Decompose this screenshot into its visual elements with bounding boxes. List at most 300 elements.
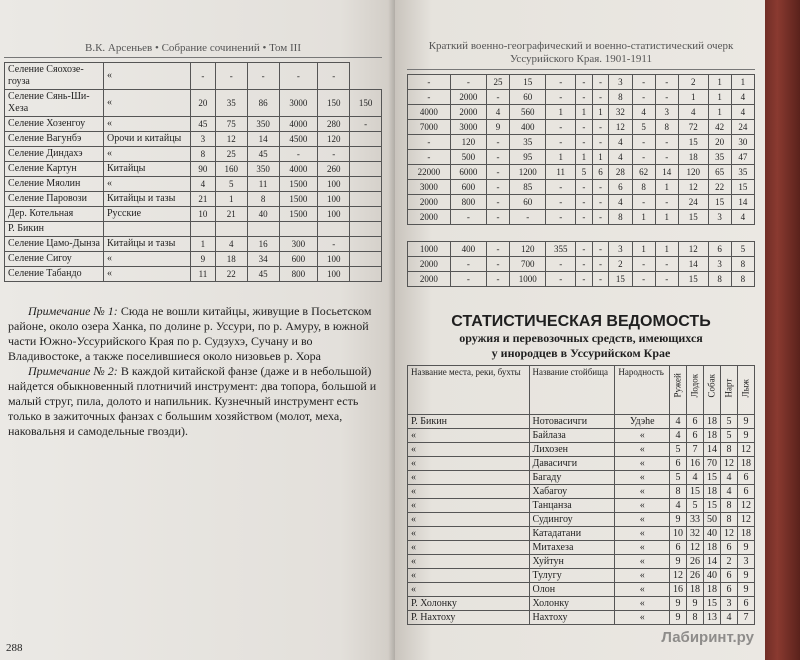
numbers-row xyxy=(408,210,755,225)
settlement-row xyxy=(5,132,382,147)
settlement-row xyxy=(5,222,382,237)
numbers-cell: 15 xyxy=(731,180,754,195)
numbers-row xyxy=(408,242,755,257)
settlement-value xyxy=(215,222,247,237)
numbers-cell: 25 xyxy=(486,75,509,90)
camp-value: 40 xyxy=(704,569,721,583)
settlement-value: 90 xyxy=(191,162,216,177)
settlement-value xyxy=(350,252,382,267)
settlement-value: 10 xyxy=(191,207,216,222)
settlement-people: « xyxy=(104,90,191,117)
settlement-value: 21 xyxy=(215,207,247,222)
settlement-value: 120 xyxy=(318,132,350,147)
camp-nation: « xyxy=(615,513,670,527)
camp-name: Нахтоху xyxy=(529,611,615,625)
camp-value: 4 xyxy=(721,611,738,625)
numbers-cell: - xyxy=(486,165,509,180)
settlement-value: 4000 xyxy=(279,117,318,132)
camp-value: 12 xyxy=(738,513,755,527)
numbers-cell: 60 xyxy=(510,90,546,105)
camp-value: 4 xyxy=(721,485,738,499)
camp-value: 9 xyxy=(687,597,704,611)
settlement-value xyxy=(350,207,382,222)
numbers-cell: 120 xyxy=(510,242,546,257)
settlement-people: Китайцы и тазы xyxy=(104,192,191,207)
numbers-cell: - xyxy=(576,195,593,210)
settlement-name: Селение Сяохозе-гоуза xyxy=(5,63,104,90)
camp-value: 9 xyxy=(738,415,755,429)
numbers-cell: - xyxy=(576,242,593,257)
camp-name: Нотовасичги xyxy=(529,415,615,429)
numbers-cell: 1000 xyxy=(510,272,546,287)
numbers-cell: 120 xyxy=(450,135,486,150)
numbers-row xyxy=(408,75,755,90)
camp-value: 4 xyxy=(721,471,738,485)
numbers-cell: - xyxy=(408,90,451,105)
numbers-cell: - xyxy=(486,210,509,225)
camp-name: Багаду xyxy=(529,471,615,485)
camp-value: 6 xyxy=(721,541,738,555)
settlement-value xyxy=(350,192,382,207)
settlement-value: 34 xyxy=(247,252,279,267)
numbers-cell: 700 xyxy=(510,257,546,272)
camp-value: 2 xyxy=(721,555,738,569)
numbers-cell: 5 xyxy=(632,120,655,135)
numbers-cell: 8 xyxy=(632,180,655,195)
numbers-cell: 18 xyxy=(678,150,708,165)
numbers-cell: 8 xyxy=(708,272,731,287)
settlement-name: Селение Картун xyxy=(5,162,104,177)
numbers-cell: 2000 xyxy=(408,195,451,210)
camp-name: Давасичги xyxy=(529,457,615,471)
settlement-value: - xyxy=(318,63,350,90)
numbers-cell: 12 xyxy=(678,180,708,195)
settlement-value: 45 xyxy=(191,117,216,132)
camp-nation: « xyxy=(615,597,670,611)
camp-value: 8 xyxy=(721,443,738,457)
numbers-cell: 1 xyxy=(655,242,678,257)
numbers-cell: - xyxy=(655,195,678,210)
camp-nation: « xyxy=(615,569,670,583)
numbers-cell: 22000 xyxy=(408,165,451,180)
numbers-cell: 6 xyxy=(592,165,609,180)
numbers-cell: 30 xyxy=(731,135,754,150)
left-running-head: В.К. Арсеньев • Собрание сочинений • Том III xyxy=(4,8,382,58)
settlement-value: - xyxy=(215,63,247,90)
settlement-name: Селение Хозенгоу xyxy=(5,117,104,132)
camp-nation: « xyxy=(615,541,670,555)
numbers-cell: 1 xyxy=(546,105,576,120)
numbers-cell: 15 xyxy=(708,195,731,210)
header-skis xyxy=(738,366,755,415)
settlement-row xyxy=(5,207,382,222)
settlement-people: Русские xyxy=(104,207,191,222)
settlement-value xyxy=(350,162,382,177)
camp-value: 9 xyxy=(670,513,687,527)
numbers-cell: 24 xyxy=(678,195,708,210)
settlement-value: 100 xyxy=(318,207,350,222)
numbers-cell: 28 xyxy=(609,165,632,180)
numbers-row xyxy=(408,272,755,287)
camp-row xyxy=(408,471,755,485)
camp-value: 5 xyxy=(670,471,687,485)
numbers-cell: 560 xyxy=(510,105,546,120)
numbers-cell: 2 xyxy=(678,75,708,90)
camp-nation: « xyxy=(615,527,670,541)
camp-nation: « xyxy=(615,443,670,457)
page-number: 288 xyxy=(6,642,23,654)
settlement-value: 350 xyxy=(247,162,279,177)
camp-place: Р. Бикин xyxy=(408,415,530,429)
numbers-row xyxy=(408,257,755,272)
settlement-value: 21 xyxy=(191,192,216,207)
camp-value: 15 xyxy=(704,499,721,513)
header-rifles-label: Ружей xyxy=(672,373,683,398)
numbers-cell: 8 xyxy=(609,210,632,225)
camp-value: 5 xyxy=(721,429,738,443)
numbers-cell: 7000 xyxy=(408,120,451,135)
settlement-value: 14 xyxy=(247,132,279,147)
numbers-cell: - xyxy=(632,135,655,150)
camp-place: « xyxy=(408,541,530,555)
camp-name: Катадатани xyxy=(529,527,615,541)
settlement-value: 280 xyxy=(318,117,350,132)
settlement-row xyxy=(5,117,382,132)
numbers-cell: - xyxy=(632,272,655,287)
numbers-cell: 4000 xyxy=(408,105,451,120)
settlement-name: Селение Сянь-Ши-Хеза xyxy=(5,90,104,117)
numbers-cell: 2000 xyxy=(408,272,451,287)
numbers-cell: - xyxy=(655,75,678,90)
settlement-value: - xyxy=(191,63,216,90)
camp-name: Хабагоу xyxy=(529,485,615,499)
settlement-value: 4 xyxy=(191,177,216,192)
header-camp: Название стойбища xyxy=(529,366,615,415)
header-rifles xyxy=(670,366,687,415)
header-place: Название места, реки, бухты xyxy=(408,366,530,415)
numbers-cell: 9 xyxy=(486,120,509,135)
numbers-cell: 1 xyxy=(592,150,609,165)
camp-nation: « xyxy=(615,499,670,513)
settlement-people: Орочи и китайцы xyxy=(104,132,191,147)
numbers-cell: 95 xyxy=(510,150,546,165)
settlement-value: 20 xyxy=(191,90,216,117)
camp-place: Р. Холонку xyxy=(408,597,530,611)
camp-name: Хуйтун xyxy=(529,555,615,569)
camp-row xyxy=(408,555,755,569)
numbers-cell: 400 xyxy=(510,120,546,135)
numbers-cell: 600 xyxy=(450,180,486,195)
numbers-cell: 42 xyxy=(708,120,731,135)
settlement-value xyxy=(318,222,350,237)
settlement-value: 5 xyxy=(215,177,247,192)
camp-value: 18 xyxy=(704,583,721,597)
camp-row xyxy=(408,457,755,471)
numbers-cell: - xyxy=(486,272,509,287)
numbers-cell: 47 xyxy=(731,150,754,165)
numbers-cell: 3 xyxy=(655,105,678,120)
camp-value: 4 xyxy=(670,429,687,443)
numbers-cell: 1 xyxy=(592,105,609,120)
numbers-cell: 3000 xyxy=(450,120,486,135)
numbers-cell: 15 xyxy=(678,135,708,150)
numbers-cell: 22 xyxy=(708,180,731,195)
numbers-cell: 1 xyxy=(678,90,708,105)
header-nation: Народность xyxy=(615,366,670,415)
numbers-cell: - xyxy=(592,195,609,210)
camp-value: 70 xyxy=(704,457,721,471)
settlement-people: « xyxy=(104,117,191,132)
camp-value: 14 xyxy=(704,443,721,457)
numbers-cell: - xyxy=(632,75,655,90)
numbers-cell: - xyxy=(632,90,655,105)
numbers-cell: 2000 xyxy=(408,210,451,225)
settlement-row xyxy=(5,192,382,207)
numbers-cell: 1000 xyxy=(408,242,451,257)
numbers-cell: - xyxy=(655,272,678,287)
camp-value: 4 xyxy=(670,415,687,429)
settlement-name: Селение Мяолин xyxy=(5,177,104,192)
camp-place: « xyxy=(408,429,530,443)
numbers-cell: - xyxy=(592,210,609,225)
numbers-cell: - xyxy=(546,210,576,225)
numbers-cell: 14 xyxy=(655,165,678,180)
settlement-row xyxy=(5,147,382,162)
camp-name: Танцанза xyxy=(529,499,615,513)
camp-value: 8 xyxy=(670,485,687,499)
numbers-cell: 35 xyxy=(708,150,731,165)
numbers-row xyxy=(408,150,755,165)
numbers-cell: 4 xyxy=(731,105,754,120)
settlement-people: « xyxy=(104,147,191,162)
numbers-cell: - xyxy=(655,257,678,272)
camp-value: 6 xyxy=(738,485,755,499)
note-1-label: Примечание № 1: xyxy=(28,304,118,318)
numbers-cell: 1 xyxy=(731,75,754,90)
camp-value: 3 xyxy=(738,555,755,569)
numbers-cell: - xyxy=(576,272,593,287)
camp-value: 4 xyxy=(670,499,687,513)
camp-value: 18 xyxy=(704,541,721,555)
numbers-cell: - xyxy=(576,135,593,150)
camp-row xyxy=(408,485,755,499)
watermark-logo: Лабиринт.ру xyxy=(661,629,754,646)
settlement-value: 160 xyxy=(215,162,247,177)
settlement-value: - xyxy=(247,63,279,90)
settlement-value: 100 xyxy=(318,267,350,282)
camp-value: 7 xyxy=(687,443,704,457)
numbers-cell: 8 xyxy=(731,272,754,287)
numbers-row xyxy=(408,135,755,150)
settlement-value: 4 xyxy=(215,237,247,252)
numbers-cell: 2000 xyxy=(408,257,451,272)
numbers-cell: 3000 xyxy=(408,180,451,195)
camp-value: 18 xyxy=(738,457,755,471)
numbers-cell: - xyxy=(592,135,609,150)
camp-value: 12 xyxy=(721,527,738,541)
numbers-cell: 1 xyxy=(708,90,731,105)
settlement-value: 1500 xyxy=(279,207,318,222)
numbers-cell: 120 xyxy=(678,165,708,180)
numbers-cell: - xyxy=(408,135,451,150)
camp-value: 6 xyxy=(687,429,704,443)
statement-subtitle-1: оружия и перевозочных средств, имеющихся xyxy=(459,331,703,345)
camp-place: « xyxy=(408,457,530,471)
settlement-value: 800 xyxy=(279,267,318,282)
settlement-value: 25 xyxy=(215,147,247,162)
camp-value: 6 xyxy=(721,583,738,597)
camp-value: 7 xyxy=(738,611,755,625)
settlement-value: 11 xyxy=(247,177,279,192)
camp-value: 6 xyxy=(670,457,687,471)
camp-value: 5 xyxy=(670,443,687,457)
camp-value: 18 xyxy=(704,485,721,499)
camp-value: 6 xyxy=(721,569,738,583)
numbers-cell: - xyxy=(592,90,609,105)
numbers-cell: - xyxy=(486,257,509,272)
numbers-cell: 14 xyxy=(731,195,754,210)
camp-value: 33 xyxy=(687,513,704,527)
camp-value: 8 xyxy=(721,499,738,513)
camp-value: 12 xyxy=(738,499,755,513)
settlement-value: 300 xyxy=(279,237,318,252)
settlement-row xyxy=(5,267,382,282)
numbers-cell: 1 xyxy=(632,210,655,225)
settlement-value xyxy=(279,222,318,237)
camp-row xyxy=(408,541,755,555)
numbers-cell: - xyxy=(486,180,509,195)
header-boats-label: Лодок xyxy=(689,373,700,398)
numbers-cell: - xyxy=(655,135,678,150)
numbers-cell: 400 xyxy=(450,242,486,257)
camp-nation: « xyxy=(615,429,670,443)
numbers-row xyxy=(408,105,755,120)
camp-row xyxy=(408,611,755,625)
numbers-cell: 1 xyxy=(632,242,655,257)
camp-place: « xyxy=(408,527,530,541)
camp-value: 9 xyxy=(738,429,755,443)
settlement-value xyxy=(350,147,382,162)
numbers-cell: 12 xyxy=(609,120,632,135)
numbers-cell: 15 xyxy=(678,210,708,225)
camp-value: 18 xyxy=(704,429,721,443)
numbers-cell: 4 xyxy=(609,150,632,165)
numbers-cell: 4 xyxy=(731,90,754,105)
camp-value: 13 xyxy=(704,611,721,625)
camp-value: 4 xyxy=(687,471,704,485)
camp-value: 16 xyxy=(687,457,704,471)
settlement-value xyxy=(191,222,216,237)
settlement-row xyxy=(5,252,382,267)
camp-value: 9 xyxy=(670,597,687,611)
settlement-row xyxy=(5,237,382,252)
settlement-value: - xyxy=(318,147,350,162)
numbers-cell: 14 xyxy=(678,257,708,272)
header-dogs-label: Собак xyxy=(706,374,717,398)
note-2-label: Примечание № 2: xyxy=(28,364,118,378)
camp-place: « xyxy=(408,513,530,527)
settlement-name: Селение Цамо-Дынза xyxy=(5,237,104,252)
numbers-cell: - xyxy=(576,180,593,195)
numbers-cell: 1 xyxy=(576,150,593,165)
numbers-cell: 2 xyxy=(609,257,632,272)
numbers-cell: 3 xyxy=(609,242,632,257)
weapons-header-row xyxy=(408,366,755,415)
numbers-cell: - xyxy=(486,90,509,105)
camp-value: 9 xyxy=(738,569,755,583)
numbers-cell: 35 xyxy=(731,165,754,180)
numbers-cell: - xyxy=(546,120,576,135)
settlement-value: 18 xyxy=(215,252,247,267)
numbers-cell: 8 xyxy=(655,120,678,135)
numbers-row xyxy=(408,120,755,135)
numbers-cell: 1 xyxy=(708,75,731,90)
numbers-cell: - xyxy=(408,75,451,90)
camp-value: 12 xyxy=(738,443,755,457)
settlement-value: 35 xyxy=(215,90,247,117)
numbers-cell: - xyxy=(655,150,678,165)
numbers-cell: 1 xyxy=(546,150,576,165)
settlement-value: 8 xyxy=(247,192,279,207)
camp-place: « xyxy=(408,485,530,499)
numbers-cell: 20 xyxy=(708,135,731,150)
table-gap xyxy=(408,225,755,242)
numbers-cell: - xyxy=(592,180,609,195)
numbers-cell: 5 xyxy=(576,165,593,180)
settlement-value xyxy=(350,132,382,147)
settlement-people: Китайцы и тазы xyxy=(104,237,191,252)
numbers-cell: 85 xyxy=(510,180,546,195)
camp-value: 15 xyxy=(704,597,721,611)
numbers-cell: 355 xyxy=(546,242,576,257)
camp-row xyxy=(408,443,755,457)
numbers-cell: - xyxy=(450,272,486,287)
numbers-cell: - xyxy=(486,195,509,210)
numbers-cell: - xyxy=(486,135,509,150)
camp-name: Лихозен xyxy=(529,443,615,457)
settlement-value: 12 xyxy=(215,132,247,147)
settlement-value xyxy=(350,237,382,252)
camp-value: 18 xyxy=(738,527,755,541)
numbers-cell: 65 xyxy=(708,165,731,180)
camp-value: 9 xyxy=(670,555,687,569)
camp-row xyxy=(408,569,755,583)
note-1 xyxy=(8,304,382,364)
camp-value: 26 xyxy=(687,569,704,583)
camp-name: Митахеза xyxy=(529,541,615,555)
settlement-people: « xyxy=(104,252,191,267)
numbers-cell: 8 xyxy=(731,257,754,272)
camp-value: 15 xyxy=(687,485,704,499)
numbers-cell: 15 xyxy=(678,272,708,287)
numbers-cell: 15 xyxy=(609,272,632,287)
numbers-cell: - xyxy=(450,210,486,225)
settlement-row xyxy=(5,90,382,117)
settlement-name: Селение Диндахэ xyxy=(5,147,104,162)
numbers-cell: - xyxy=(592,120,609,135)
camp-value: 9 xyxy=(670,611,687,625)
numbers-cell: 60 xyxy=(510,195,546,210)
camp-value: 32 xyxy=(687,527,704,541)
settlement-name: Дер. Котельная xyxy=(5,207,104,222)
numbers-table xyxy=(407,74,755,287)
camp-name: Судингоу xyxy=(529,513,615,527)
camp-name: Холонку xyxy=(529,597,615,611)
numbers-cell: - xyxy=(546,75,576,90)
settlement-row xyxy=(5,177,382,192)
settlement-value: 8 xyxy=(191,147,216,162)
settlement-value: 40 xyxy=(247,207,279,222)
